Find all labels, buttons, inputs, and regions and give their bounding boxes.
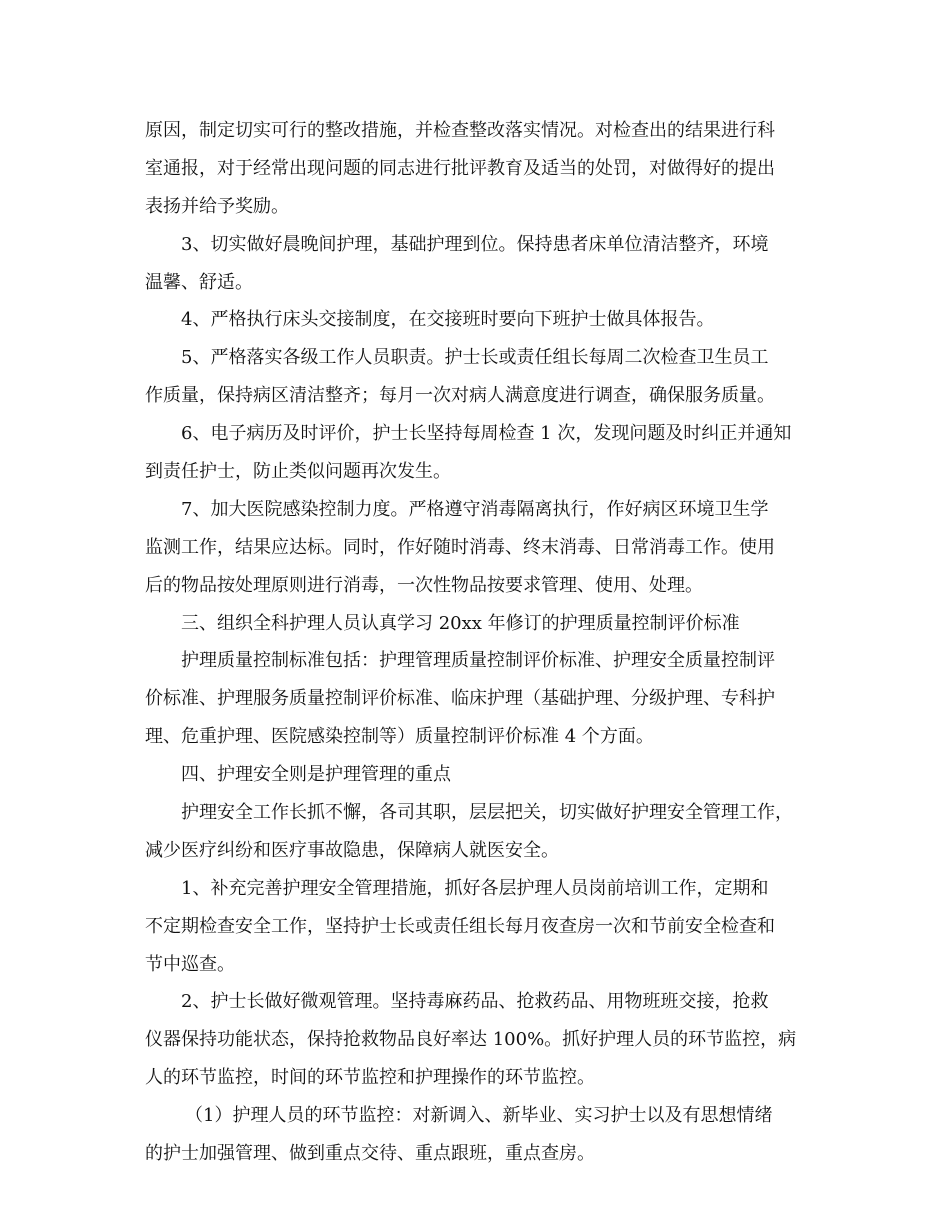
paragraph-line: 价标准、护理服务质量控制评价标准、临床护理（基础护理、分级护理、专科护 — [145, 688, 775, 710]
section-heading: 四、护理安全则是护理管理的重点 — [181, 764, 451, 786]
paragraph-line: 1、补充完善护理安全管理措施，抓好各层护理人员岗前培训工作，定期和 — [181, 877, 769, 899]
section-heading: 三、组织全科护理人员认真学习 20xx 年修订的护理质量控制评价标准 — [181, 612, 740, 634]
paragraph-line: 减少医疗纠纷和医疗事故隐患，保障病人就医安全。 — [145, 839, 559, 861]
paragraph-line: 后的物品按处理原则进行消毒，一次性物品按要求管理、使用、处理。 — [145, 574, 703, 596]
paragraph-line: 作质量，保持病区清洁整齐；每月一次对病人满意度进行调查，确保服务质量。 — [145, 385, 775, 407]
paragraph-line: 不定期检查安全工作，坚持护士长或责任组长每月夜查房一次和节前安全检查和 — [145, 915, 775, 937]
document-body — [145, 112, 817, 1173]
paragraph-line: 护理质量控制标准包括：护理管理质量控制评价标准、护理安全质量控制评 — [181, 650, 775, 672]
paragraph-line: 3、切实做好晨晚间护理，基础护理到位。保持患者床单位清洁整齐，环境 — [181, 233, 769, 255]
paragraph-line: 温馨、舒适。 — [145, 271, 253, 293]
paragraph-line: 原因，制定切实可行的整改措施，并检查整改落实情况。对检查出的结果进行科 — [145, 120, 775, 141]
paragraph-line: （1）护理人员的环节监控：对新调入、新毕业、实习护士以及有思想情绪 — [185, 1105, 773, 1127]
paragraph-line: 仪器保持功能状态，保持抢救物品良好率达 100%。抓好护理人员的环节监控，病 — [145, 1029, 797, 1051]
paragraph-line: 的护士加强管理、做到重点交待、重点跟班，重点查房。 — [145, 1143, 595, 1165]
paragraph-line: 4、严格执行床头交接制度，在交接班时要向下班护士做具体报告。 — [181, 309, 715, 331]
paragraph-line: 2、护士长做好微观管理。坚持毒麻药品、抢救药品、用物班班交接，抢救 — [181, 991, 769, 1013]
paragraph-line: 5、严格落实各级工作人员职责。护士长或责任组长每周二次检查卫生员工 — [181, 347, 769, 369]
paragraph-line: 护理安全工作长抓不懈，各司其职，层层把关，切实做好护理安全管理工作， — [181, 802, 793, 824]
paragraph-line: 室通报，对于经常出现问题的同志进行批评教育及适当的处罚，对做得好的提出 — [145, 157, 775, 179]
paragraph-line: 6、电子病历及时评价，护士长坚持每周检查 1 次，发现问题及时纠正并通知 — [181, 423, 792, 445]
paragraph-line: 到责任护士，防止类似问题再次发生。 — [145, 461, 451, 483]
paragraph-line: 节中巡查。 — [145, 953, 235, 975]
paragraph-line: 7、加大医院感染控制力度。严格遵守消毒隔离执行，作好病区环境卫生学 — [181, 498, 769, 520]
paragraph-line: 人的环节监控，时间的环节监控和护理操作的环节监控。 — [145, 1067, 595, 1089]
paragraph-line: 理、危重护理、医院感染控制等）质量控制评价标准 4 个方面。 — [145, 726, 654, 748]
paragraph-line: 监测工作，结果应达标。同时，作好随时消毒、终末消毒、日常消毒工作。使用 — [145, 536, 775, 558]
paragraph-line: 表扬并给予奖励。 — [145, 195, 289, 217]
